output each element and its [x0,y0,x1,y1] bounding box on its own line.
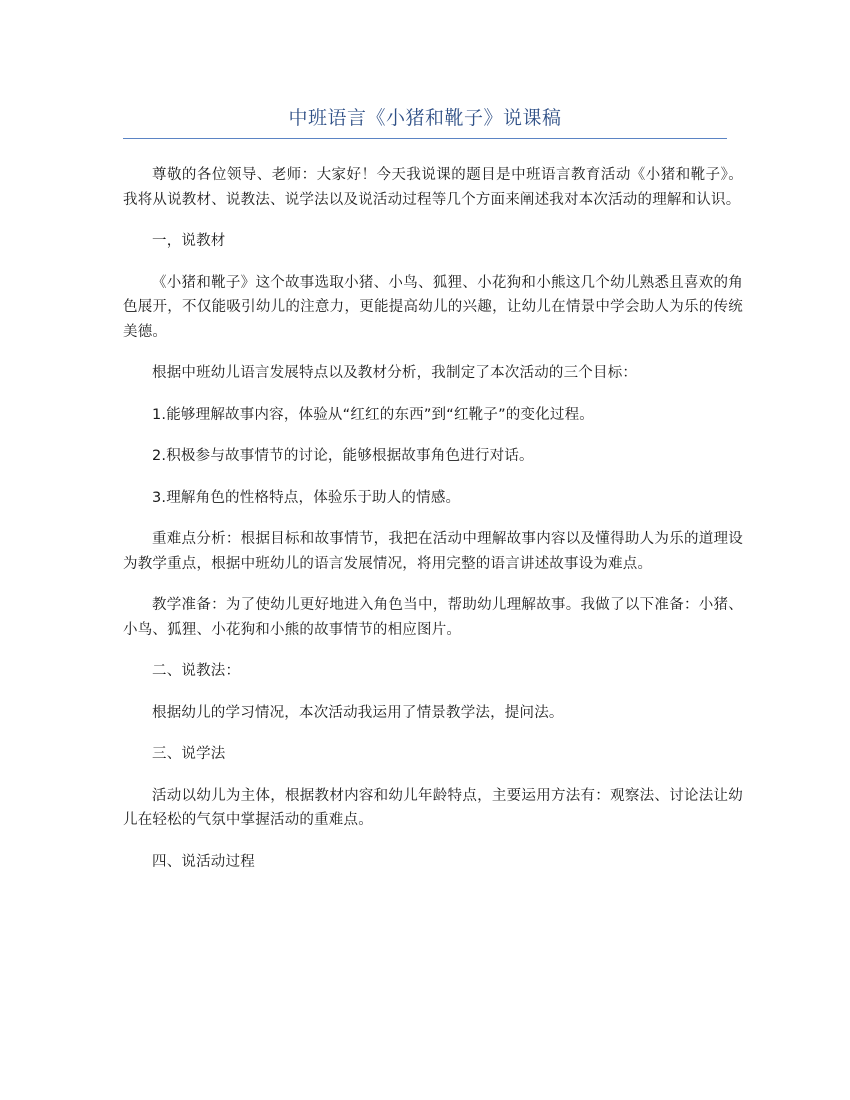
paragraph-greeting: 尊敬的各位领导、老师：大家好！今天我说课的题目是中班语言教育活动《小猪和靴子》。我将从说教材、说教法、说学法以及说活动过程等几个方面来阐述我对本次活动的理解和认识。 [123,167,743,208]
goal-item-1: 1.能够理解故事内容，体验从“红红的东西”到“红靴子”的变化过程。 [152,406,594,423]
paragraph-textbook: 《小猪和靴子》这个故事选取小猪、小鸟、狐狸、小花狗和小熊这几个幼儿熟悉且喜欢的角色展开，不仅能吸引幼儿的注意力，更能提高幼儿的兴趣，让幼儿在情景中学会助人为乐的传统美德。 [123,274,743,340]
goal-item-2: 2.积极参与故事情节的讨论，能够根据故事角色进行对话。 [152,448,534,464]
document-body [123,163,743,891]
paragraph-learning-method: 活动以幼儿为主体，根据教材内容和幼儿年龄特点，主要运用方法有：观察法、讨论法让幼儿在轻松的气氛中掌握活动的重难点。 [123,787,743,828]
section-heading-teaching-method: 二、说教法： [152,663,241,679]
document-title: 中班语言《小猪和靴子》说课稿 [288,107,562,129]
paragraph-teaching-method: 根据幼儿的学习情况，本次活动我运用了情景教学法，提问法。 [152,704,564,721]
paragraph-preparation: 教学准备：为了使幼儿更好地进入角色当中，帮助幼儿理解故事。我做了以下准备：小猪、小鸟、狐狸、小花狗和小熊的故事情节的相应图片。 [123,597,743,638]
title-underline [123,138,727,139]
paragraph-goals-intro: 根据中班幼儿语言发展特点以及教材分析，我制定了本次活动的三个目标： [152,365,638,381]
paragraph-key-points: 重难点分析：根据目标和故事情节，我把在活动中理解故事内容以及懂得助人为乐的道理设为教学重点，根据中班幼儿的语言发展情况，将用完整的语言讲述故事设为难点。 [123,531,743,572]
goal-item-3: 3.理解角色的性格特点，体验乐于助人的情感。 [152,489,461,506]
section-heading-activity-process: 四、说活动过程 [152,853,255,870]
section-heading-textbook: 一，说教材 [152,233,226,249]
section-heading-learning-method: 三、说学法 [152,746,226,762]
